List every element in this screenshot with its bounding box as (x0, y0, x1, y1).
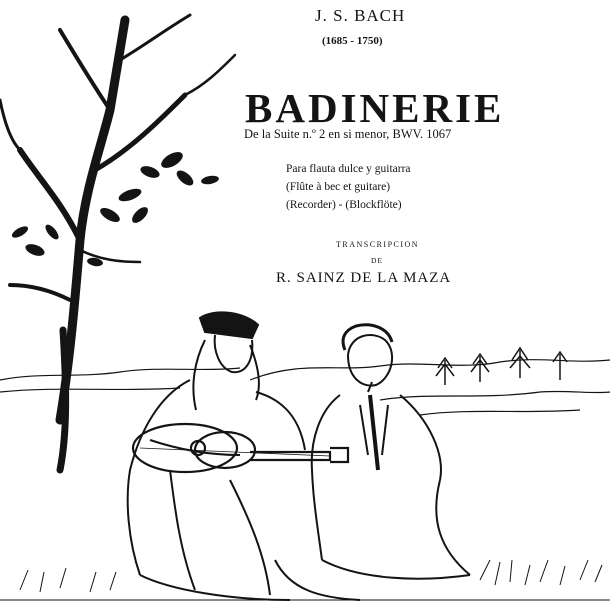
work-subtitle: De la Suite n.º 2 en si menor, BWV. 1067 (244, 127, 452, 141)
tree (0, 15, 235, 470)
composer-dates: (1685 - 1750) (322, 35, 383, 47)
background-trees (436, 348, 567, 385)
instrumentation-line-spanish: Para flauta dulce y guitarra (286, 163, 411, 175)
de-label: DE (371, 256, 383, 265)
page-title: BADINERIE (245, 85, 505, 131)
ground (0, 560, 610, 600)
leaves (10, 149, 219, 268)
transcription-label: TRANSCRIPCION (336, 240, 420, 249)
arranger-name: R. SAINZ DE LA MAZA (276, 270, 452, 286)
composer-name: J. S. BACH (315, 6, 406, 25)
landscape (0, 360, 610, 415)
recorder-player-figure (312, 325, 470, 579)
instrumentation-line-english-german: (Recorder) - (Blockflöte) (286, 199, 402, 211)
instrumentation-line-french: (Flûte à bec et guitare) (286, 181, 391, 193)
